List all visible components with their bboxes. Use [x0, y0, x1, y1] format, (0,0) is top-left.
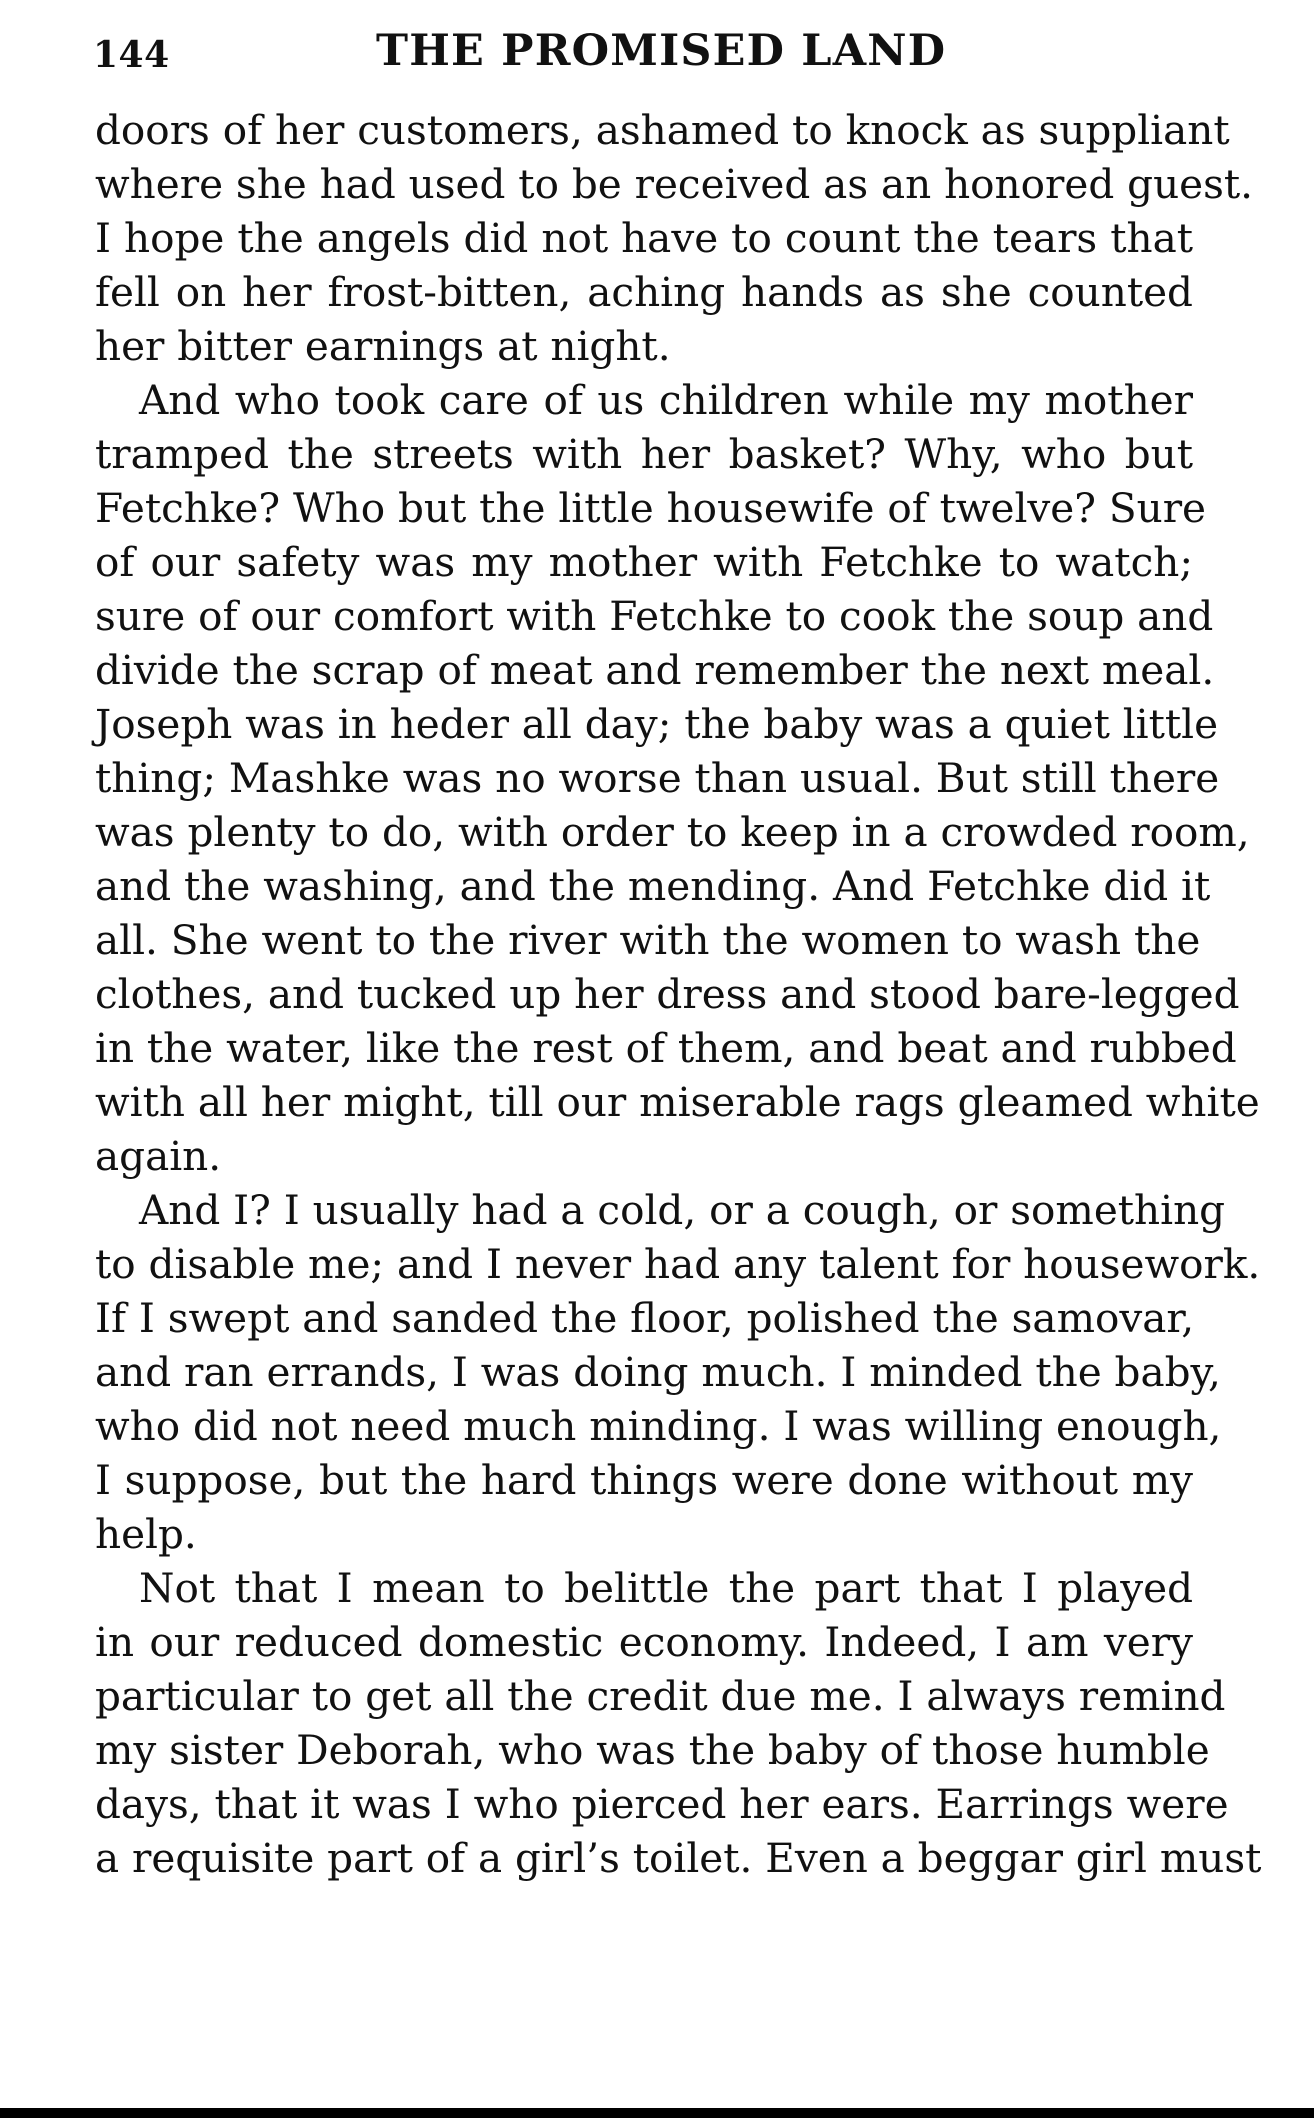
text-line: thing; Mashke was no worse than usual. But still there — [95, 754, 1220, 802]
text-line: my sister Deborah, who was the baby of those humble — [95, 1726, 1210, 1774]
page-number: 144 — [93, 34, 170, 76]
text-line: Not that I mean to belittle the part that I played — [139, 1564, 1193, 1612]
text-line: of our safety was my mother with Fetchke to watch; — [95, 538, 1193, 586]
text-line: And I? I usually had a cold, or a cough, or something — [139, 1186, 1226, 1234]
text-line: divide the scrap of meat and remember the next meal. — [95, 646, 1215, 694]
text-line: doors of her customers, ashamed to knock as suppliant — [95, 106, 1230, 154]
paragraph — [95, 373, 1260, 1183]
text-line: Joseph was in heder all day; the baby was a quiet little — [95, 700, 1219, 748]
text-line: help. — [95, 1510, 197, 1558]
text-line: fell on her frost-bitten, aching hands as she counted — [95, 268, 1193, 316]
text-line: again. — [95, 1132, 222, 1180]
text-line: Fetchke? Who but the little housewife of twelve? Sure — [95, 484, 1207, 532]
page-bottom-edge — [0, 2108, 1314, 2118]
running-title: THE PROMISED LAND — [376, 26, 947, 76]
paragraph — [95, 103, 1254, 373]
text-line: in our reduced domestic economy. Indeed, I am very — [95, 1618, 1193, 1666]
text-line: with all her might, till our miserable rags gleamed white — [95, 1078, 1260, 1126]
text-line: who did not need much minding. I was willing enough, — [95, 1402, 1222, 1450]
paragraph — [95, 1561, 1262, 1885]
text-line: I hope the angels did not have to count the tears that — [95, 214, 1193, 262]
text-line: particular to get all the credit due me. I always remind — [95, 1672, 1226, 1720]
paragraph — [95, 1183, 1261, 1561]
running-head — [93, 20, 1193, 80]
text-line: a requisite part of a girl’s toilet. Even a beggar girl must — [95, 1834, 1262, 1882]
text-line: to disable me; and I never had any talent for housework. — [95, 1240, 1261, 1288]
text-body — [95, 103, 1262, 1885]
text-line: sure of our comfort with Fetchke to cook the soup and — [95, 592, 1214, 640]
text-line: If I swept and sanded the floor, polished the samovar, — [95, 1294, 1195, 1342]
text-line: I suppose, but the hard things were done without my — [95, 1456, 1193, 1504]
text-line: where she had used to be received as an honored guest. — [95, 160, 1254, 208]
text-line: and the washing, and the mending. And Fetchke did it — [95, 862, 1211, 910]
text-line: clothes, and tucked up her dress and stood bare-legged — [95, 970, 1240, 1018]
text-line: tramped the streets with her basket? Why, who but — [95, 430, 1193, 478]
text-line: all. She went to the river with the women to wash the — [95, 916, 1201, 964]
text-line: was plenty to do, with order to keep in a crowded room, — [95, 808, 1250, 856]
text-line: in the water, like the rest of them, and beat and rubbed — [95, 1024, 1237, 1072]
text-line: her bitter earnings at night. — [95, 322, 671, 370]
text-line: and ran errands, I was doing much. I minded the baby, — [95, 1348, 1221, 1396]
text-line: days, that it was I who pierced her ears. Earrings were — [95, 1780, 1229, 1828]
text-line: And who took care of us children while my mother — [139, 376, 1193, 424]
